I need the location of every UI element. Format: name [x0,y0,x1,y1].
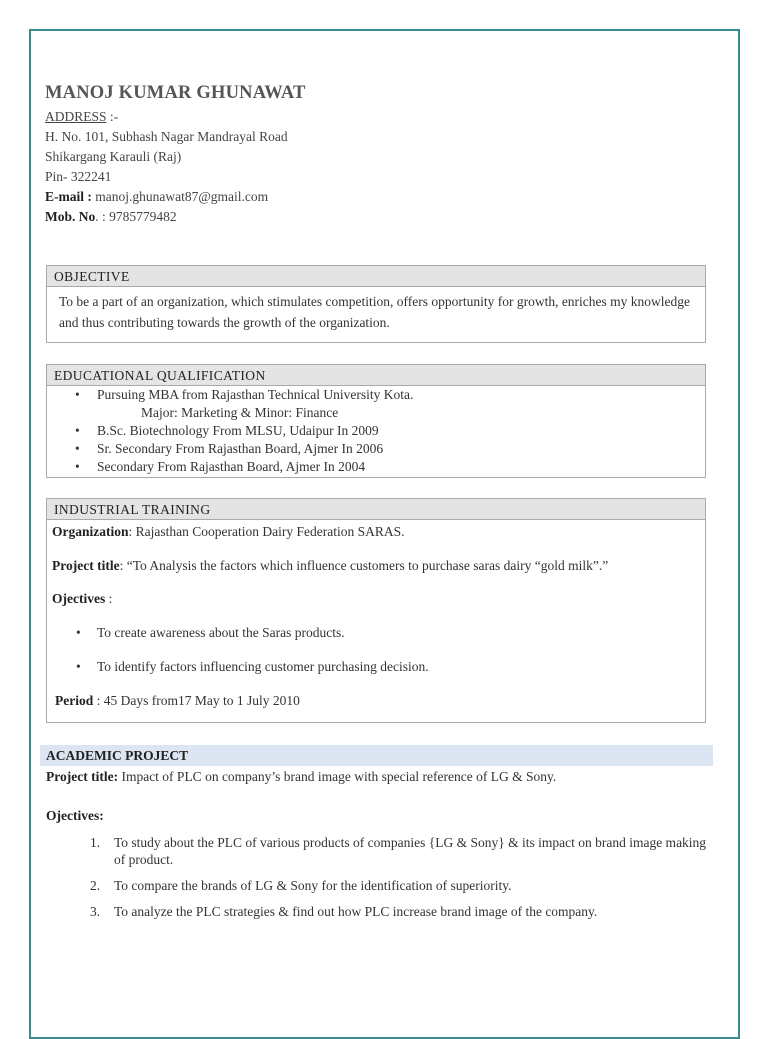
training-section [46,498,706,723]
list-item [75,422,705,440]
training-organization [52,524,404,540]
training-project-title [52,558,608,574]
objectives-suffix: : [105,591,113,606]
list-item [75,386,705,404]
address-label: ADDRESS [45,109,107,124]
education-list [47,386,705,476]
list-item [75,440,705,458]
organization-value: : Rajasthan Cooperation Dairy Federation SARAS. [128,524,405,539]
bullet-icon: • [76,659,81,674]
address-line-1: H. No. 101, Subhash Nagar Mandrayal Road [45,129,288,144]
education-item-subtext: Major: Marketing & Minor: Finance [141,405,339,420]
academic-title: ACADEMIC PROJECT [40,745,713,766]
education-title: EDUCATIONAL QUALIFICATION [47,365,705,386]
list-item [76,625,345,641]
academic-objectives-heading: Ojectives: [46,808,104,823]
period-label: Period [55,693,94,708]
address-suffix: :- [106,109,119,124]
mobile-line [45,207,306,227]
list-item [75,458,705,476]
resume-header [45,82,306,227]
bullet-icon: • [75,459,80,474]
objectives-label: Ojectives [52,591,106,606]
academic-objective-text: To analyze the PLC strategies & find out how PLC increase brand image of the company. [114,904,598,919]
bullet-icon: • [75,387,80,402]
academic-objective-text: To study about the PLC of various products of companies {LG & Sony} & its impact on brand image making of product. [114,835,707,867]
list-item [90,834,710,868]
education-section [46,364,706,478]
education-item-text: Secondary From Rajasthan Board, Ajmer In 2004 [97,459,366,474]
academic-objective-text: To compare the brands of LG & Sony for the identification of superiority. [114,878,512,893]
academic-project-value: Impact of PLC on company’s brand image with special reference of LG & Sony. [118,769,557,784]
email-label: E-mail : [45,189,92,204]
education-item-text: Sr. Secondary From Rajasthan Board, Ajmer In 2006 [97,441,384,456]
project-label: Project title [52,558,120,573]
period-value: : 45 Days from17 May to 1 July 2010 [93,693,300,708]
list-number: 2. [90,878,101,893]
training-objective-text: To create awareness about the Saras products. [97,625,345,640]
mobile-value: . : 9785779482 [95,209,177,224]
candidate-name: MANOJ KUMAR GHUNAWAT [45,83,306,103]
list-number: 3. [90,904,101,919]
training-objectives-label [52,591,112,607]
academic-project-label: Project title: [46,769,119,784]
address-label-line [45,107,306,127]
objective-section [46,265,706,343]
bullet-icon: • [76,625,81,640]
training-title: INDUSTRIAL TRAINING [47,499,705,520]
list-item [90,903,710,920]
academic-project-title [46,769,556,785]
education-item-text: Pursuing MBA from Rajasthan Technical University Kota. [97,387,414,402]
list-number: 1. [90,835,101,850]
training-period [55,693,300,709]
email-value: manoj.ghunawat87@gmail.com [91,189,269,204]
email-line [45,187,306,207]
list-item [76,659,429,675]
academic-objectives-label [46,808,104,824]
list-item [90,877,710,894]
pin-code: Pin- 322241 [45,169,112,184]
objective-title: OBJECTIVE [47,266,705,287]
education-item-text: B.Sc. Biotechnology From MLSU, Udaipur In 2009 [97,423,379,438]
training-objective-text: To identify factors influencing customer purchasing decision. [97,659,429,674]
list-item-sub [97,404,705,422]
bullet-icon: • [75,441,80,456]
bullet-icon: • [75,423,80,438]
academic-section [40,745,713,919]
address-line-2: Shikargang Karauli (Raj) [45,149,182,164]
objective-text: To be a part of an organization, which stimulates competition, offers opportunity for growth, enriches my knowledge and thus contributing towards the growth of the organization. [59,294,691,330]
project-value: : “To Analysis the factors which influence customers to purchase saras dairy “gold milk”.” [119,558,609,573]
mobile-label: Mob. No [45,209,96,224]
organization-label: Organization [52,524,129,539]
